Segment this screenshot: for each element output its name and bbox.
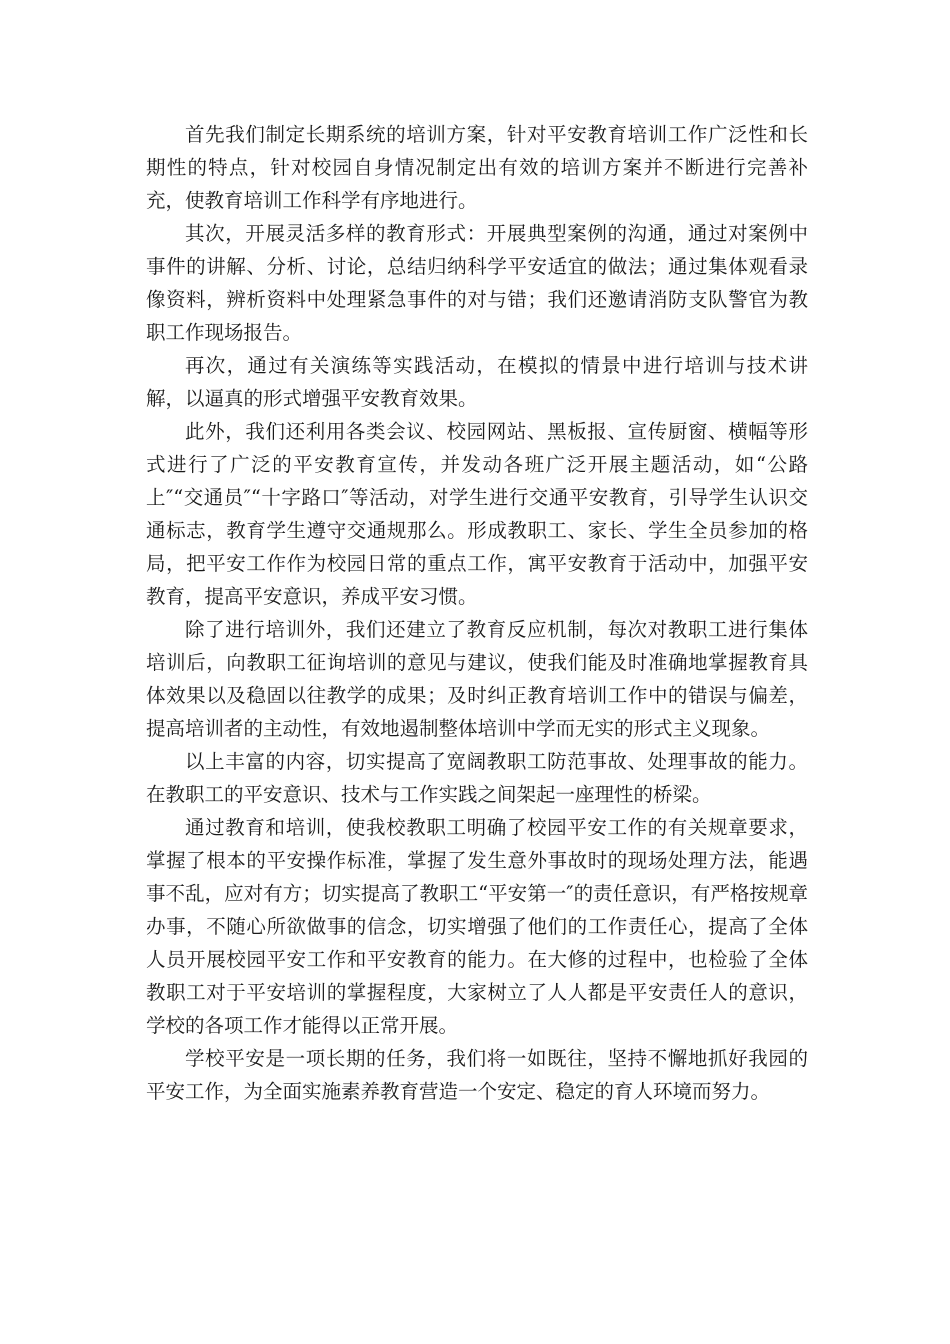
paragraph-conclusion: 学校平安是一项长期的任务，我们将一如既往，坚持不懈地抓好我园的平安工作，为全面实施素养教育营造一个安定、稳定的育人环境而努力。 <box>146 1047 808 1103</box>
paragraph-publicity: 此外，我们还利用各类会议、校园网站、黑板报、宣传厨窗、横幅等形式进行了广泛的平安教育宣传，并发动各班广泛开展主题活动，如“公路上″“交通员″“十字路口″等活动，对学生进行交通平安教育，引导学生认识交通标志，教育学生遵守交通规那么。形成教职工、家长、学生全员参加的格局，把平安工作作为校园日常的重点工作，寓平安教育于活动中，加强平安教育，提高平安意识，养成平安习惯。 <box>146 420 808 608</box>
paragraph-results: 以上丰富的内容，切实提高了宽阔教职工防范事故、处理事故的能力。在教职工的平安意识、技术与工作实践之间架起一座理性的桥梁。 <box>146 750 808 806</box>
paragraph-practice-drills: 再次，通过有关演练等实践活动，在模拟的情景中进行培训与技术讲解，以逼真的形式增强平安教育效果。 <box>146 354 808 410</box>
paragraph-training-plan: 首先我们制定长期系统的培训方案，针对平安教育培训工作广泛性和长期性的特点，针对校园自身情况制定出有效的培训方案并不断进行完善补充，使教育培训工作科学有序地进行。 <box>146 123 808 212</box>
document-body <box>146 118 808 1108</box>
paragraph-education-forms: 其次，开展灵活多样的教育形式：开展典型案例的沟通，通过对案例中事件的讲解、分析、讨论，总结归纳科学平安适宜的做法；通过集体观看录像资料，辨析资料中处理紧急事件的对与错；我们还邀请消防支队警官为教职工作现场报告。 <box>146 222 808 344</box>
paragraph-feedback-mechanism: 除了进行培训外，我们还建立了教育反应机制，每次对教职工进行集体培训后，向教职工征询培训的意见与建议，使我们能及时准确地掌握教育具体效果以及稳固以往教学的成果；及时纠正教育培训工作中的错误与偏差，提高培训者的主动性，有效地遏制整体培训中学而无实的形式主义现象。 <box>146 618 808 740</box>
paragraph-outcomes: 通过教育和培训，使我校教职工明确了校园平安工作的有关规章要求，掌握了根本的平安操作标准，掌握了发生意外事故时的现场处理方法，能遇事不乱，应对有方；切实提高了教职工“平安第一″的责任意识，有严格按规章办事，不随心所欲做事的信念，切实增强了他们的工作责任心，提高了全体人员开展校园平安工作和平安教育的能力。在大修的过程中，也检验了全体教职工对于平安培训的掌握程度，大家树立了人人都是平安责任人的意识，学校的各项工作才能得以正常开展。 <box>146 816 808 1037</box>
